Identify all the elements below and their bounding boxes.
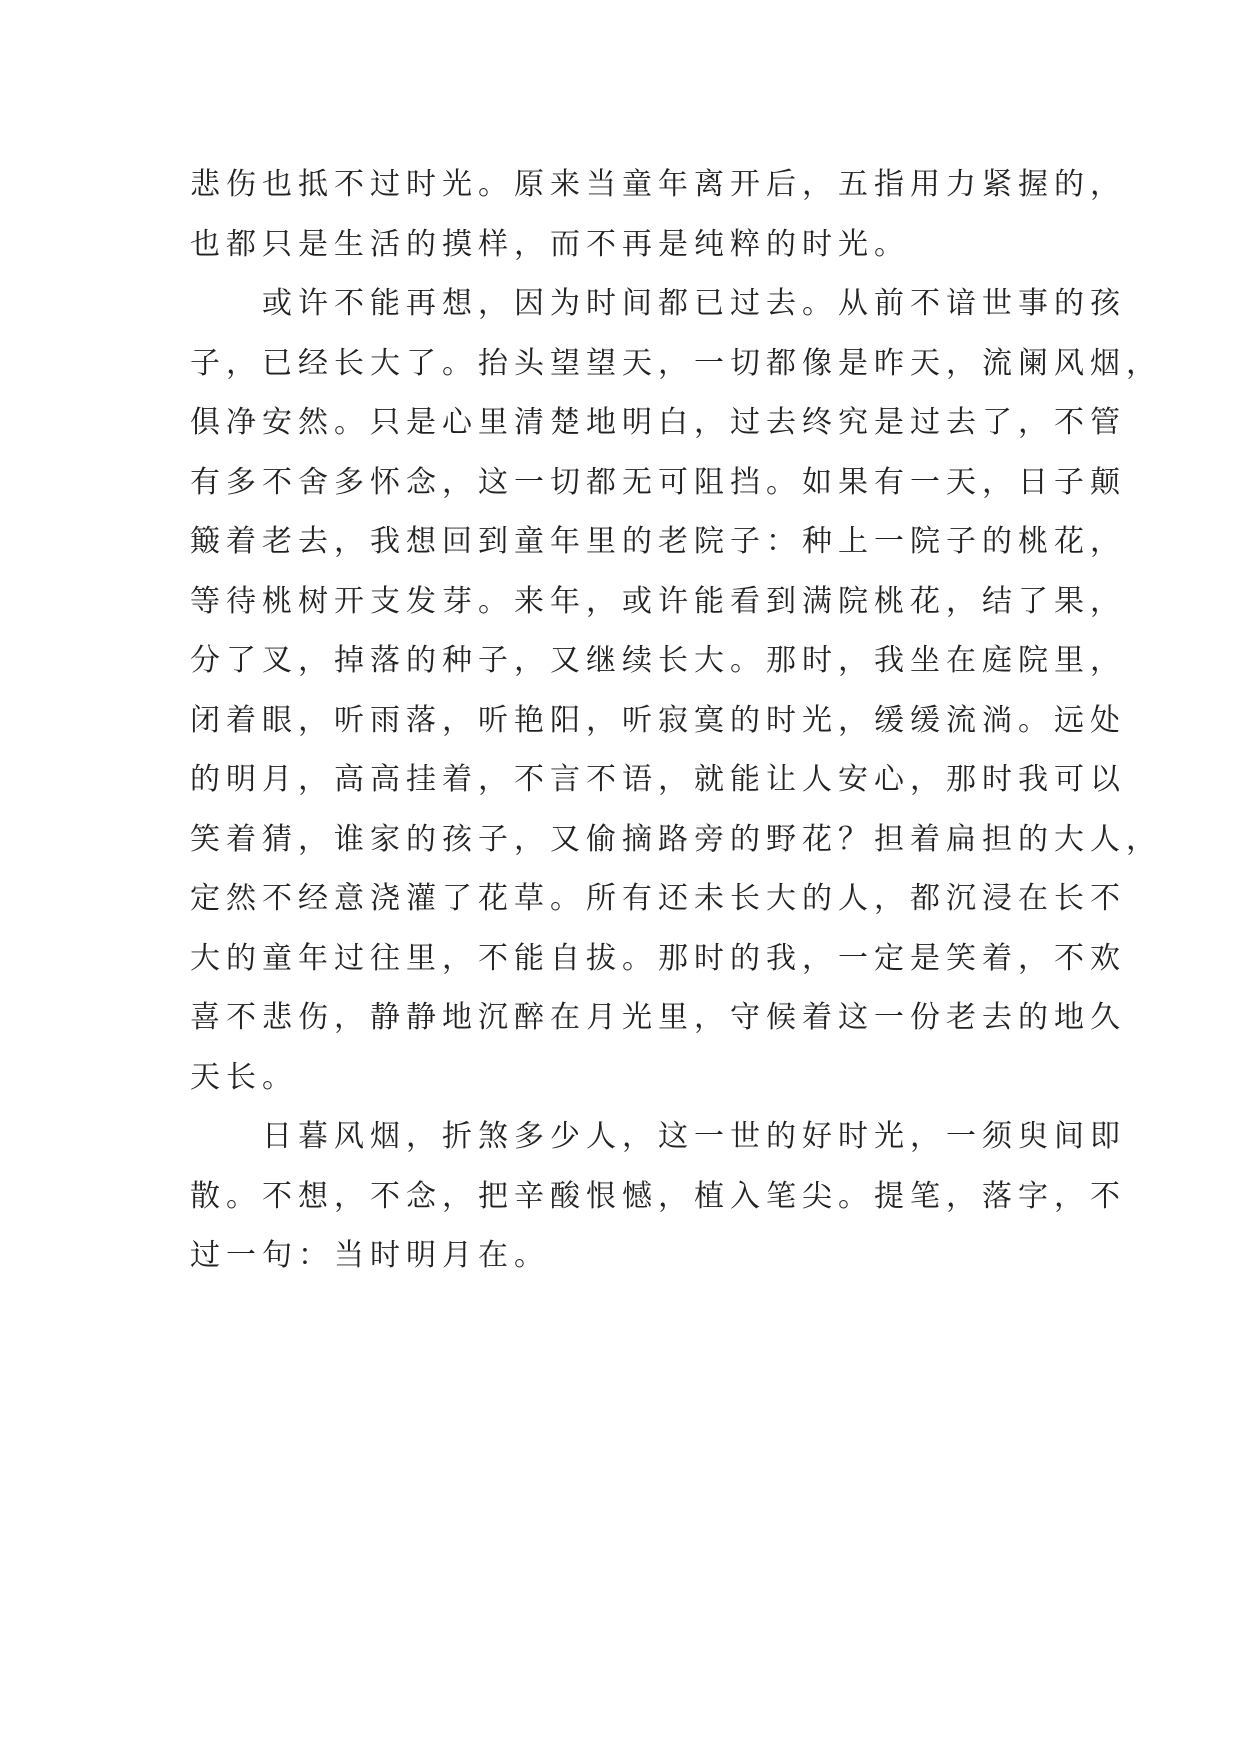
text-line: 子，已经长大了。抬头望望天，一切都像是昨天，流阑风烟，: [190, 345, 1162, 381]
text-line: 等待桃树开支发芽。来年，或许能看到满院桃花，结了果，: [190, 583, 1126, 619]
text-line: 喜不悲伤，静静地沉醉在月光里，守候着这一份老去的地久: [190, 1000, 1126, 1035]
text-line: 定然不经意浇灌了花草。所有还未长大的人，都沉浸在长不: [190, 881, 1126, 916]
text-line: 分了叉，掉落的种子，又继续长大。那时，我坐在庭院里，: [190, 643, 1126, 678]
paragraph-3: [190, 1107, 1126, 1286]
text-line: 有多不舍多怀念，这一切都无可阻挡。如果有一天，日子颠: [190, 464, 1126, 500]
text-line: 也都只是生活的摸样，而不再是纯粹的时光。: [190, 226, 910, 262]
text-line: 闭着眼，听雨落，听艳阳，听寂寞的时光，缓缓流淌。远处: [190, 702, 1126, 738]
text-line: 笑着猜，谁家的孩子，又偷摘路旁的野花？担着扁担的大人，: [190, 821, 1162, 857]
text-line: 俱净安然。只是心里清楚地明白，过去终究是过去了，不管: [190, 405, 1126, 440]
text-line: 簸着老去，我想回到童年里的老院子：种上一院子的桃花，: [190, 524, 1126, 559]
text-line: 过一句：当时明月在。: [190, 1238, 550, 1273]
paragraph-2: [190, 274, 1162, 1107]
body-text: [190, 155, 1162, 1286]
text-line: 日暮风烟，折煞多少人，这一世的好时光，一须臾间即: [262, 1119, 1126, 1154]
text-line: 大的童年过往里，不能自拔。那时的我，一定是笑着，不欢: [190, 940, 1126, 976]
paragraph-1: [190, 155, 1126, 274]
text-line: 散。不想，不念，把辛酸恨憾，植入笔尖。提笔，落字，不: [190, 1178, 1126, 1214]
text-line: 或许不能再想，因为时间都已过去。从前不谙世事的孩: [262, 286, 1126, 321]
text-line: 天长。: [190, 1059, 298, 1095]
text-line: 的明月，高高挂着，不言不语，就能让人安心，那时我可以: [190, 762, 1126, 797]
text-line: 悲伤也抵不过时光。原来当童年离开后，五指用力紧握的，: [190, 167, 1126, 202]
